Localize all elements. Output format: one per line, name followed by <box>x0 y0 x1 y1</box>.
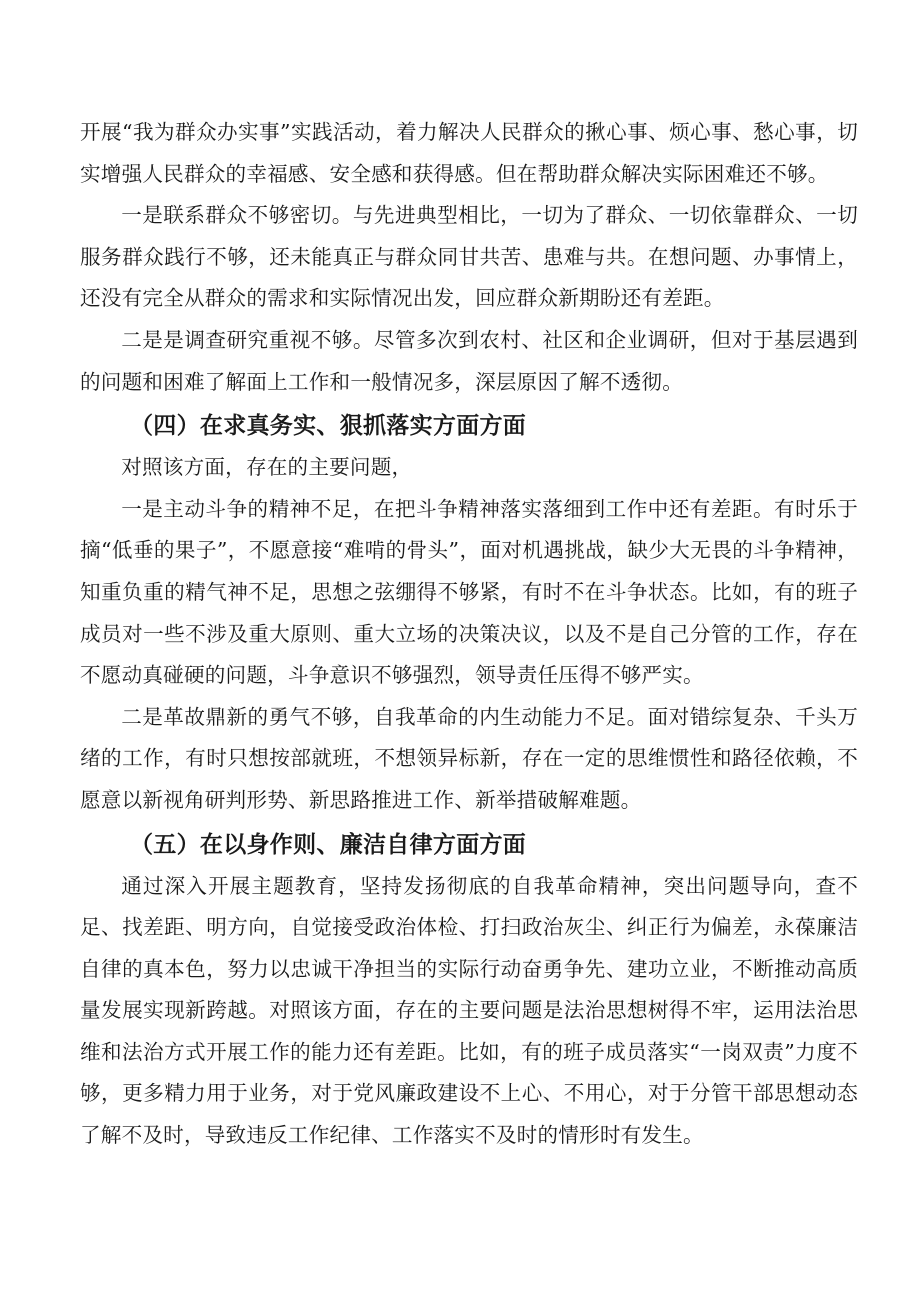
body-paragraph: 二是革故鼎新的勇气不够，自我革命的内生动能力不足。面对错综复杂、千头万绪的工作，有时只想按部就班，不想领异标新，存在一定的思维惯性和路径依赖，不愿意以新视角研判形势、新思路推进工作、新举措破解难题。 <box>80 704 858 812</box>
body-paragraph: 对照该方面，存在的主要问题， <box>121 455 413 480</box>
section-heading-4: （四）在求真务实、狠抓落实方面方面 <box>130 413 527 440</box>
body-paragraph: 开展“我为群众办实事”实践活动，着力解决人民群众的揪心事、烦心事、愁心事，切实增强人民群众的幸福感、安全感和获得感。但在帮助群众解决实际困难还不够。 <box>80 120 858 186</box>
body-paragraph: 一是联系群众不够密切。与先进典型相比，一切为了群众、一切依靠群众、一切服务群众践行不够，还未能真正与群众同甘共苦、患难与共。在想问题、办事情上，还没有完全从群众的需求和实际情况出发，回应群众新期盼还有差距。 <box>80 203 858 311</box>
body-paragraph: 通过深入开展主题教育，坚持发扬彻底的自我革命精神，突出问题导向，查不足、找差距、明方向，自觉接受政治体检、打扫政治灰尘、纠正行为偏差，永葆廉洁自律的真本色，努力以忠诚干净担当的实际行动奋勇争先、建功立业，不断推动高质量发展实现新跨越。对照该方面，存在的主要问题是法治思想树得不牢，运用法治思维和法治方式开展工作的能力还有差距。比如，有的班子成员落实“一岗双责”力度不够，更多精力用于业务，对于党风廉政建设不上心、不用心，对于分管干部思想动态了解不及时，导致违反工作纪律、工作落实不及时的情形时有发生。 <box>80 873 858 1148</box>
body-paragraph: 一是主动斗争的精神不足，在把斗争精神落实落细到工作中还有差距。有时乐于摘“低垂的果子”，不愿意接“难啃的骨头”，面对机遇挑战，缺少大无畏的斗争精神，知重负重的精气神不足，思想之弦绷得不够紧，有时不在斗争状态。比如，有的班子成员对一些不涉及重大原则、重大立场的决策决议，以及不是自己分管的工作，存在不愿动真碰硬的问题，斗争意识不够强烈，领导责任压得不够严实。 <box>80 496 858 688</box>
body-paragraph: 二是是调查研究重视不够。尽管多次到农村、社区和企业调研，但对于基层遇到的问题和困难了解面上工作和一般情况多，深层原因了解不透彻。 <box>80 327 858 394</box>
section-heading-5: （五）在以身作则、廉洁自律方面方面 <box>130 831 527 858</box>
